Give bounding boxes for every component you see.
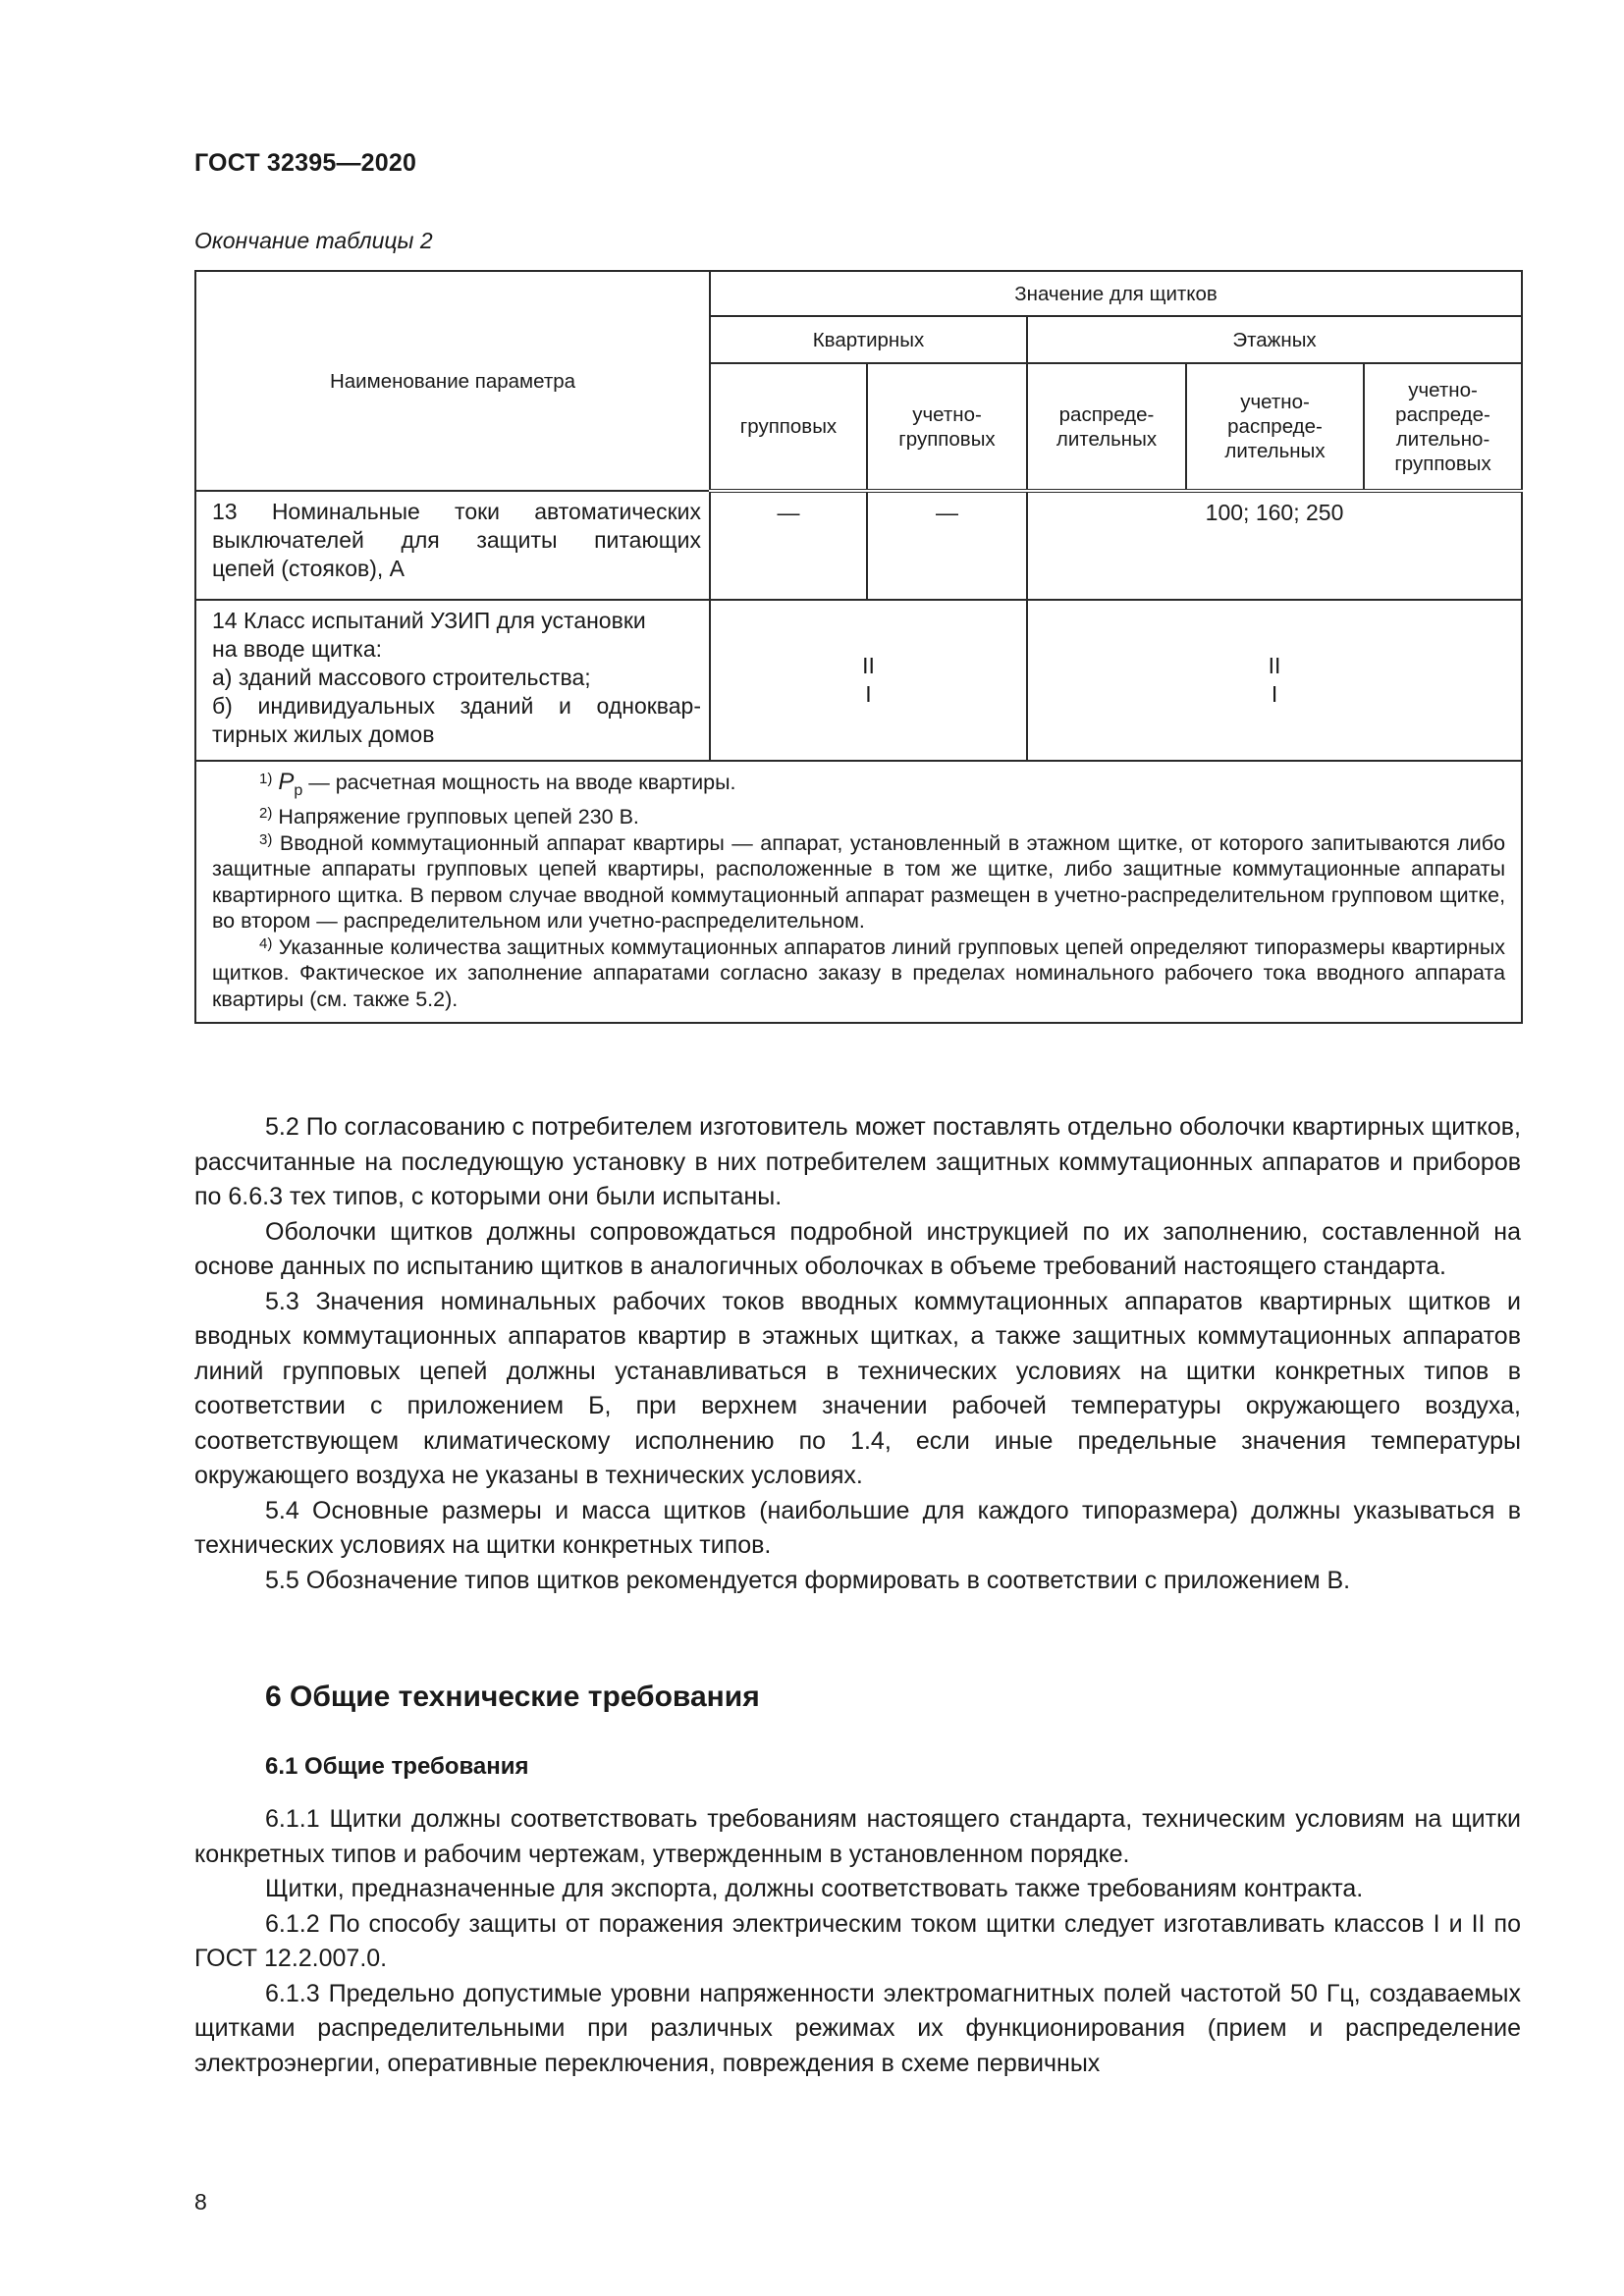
row-14-param: 14 Класс испытаний УЗИП для установки на вводе щитка: а) зданий массового строительства; б) индивидуальных зданий и одноквар- тирных жилых домов xyxy=(195,600,710,761)
note-3: $^{3)}$ Вводной коммутационный аппарат квартиры — аппарат, установленный в этажном щитке, от которого запитываются либо защитные аппараты групповых цепей квартиры, расположенные в том же щитке, либо защитные коммутационные аппараты квартирного щитка. В первом случае вводной коммутационный аппарат размещен в учетно-распределительном групповом щитке, во втором — распределительном или учетно-распределительном. xyxy=(212,830,1506,934)
row-14-apt-values: II I xyxy=(710,600,1027,761)
paragraph-6-1-1: 6.1.1 Щитки должны соответствовать требованиям настоящего стандарта, техническим условиям на щитки конкретных типов и рабочим чертежам, утвержденным в установленном порядке. xyxy=(194,1805,1521,1868)
paragraph-5-2-cont: Оболочки щитков должны сопровождаться подробной инструкцией по их заполнению, составленной на основе данных по испытанию щитков в аналогичных оболочках в объеме требований настоящего стандарта. xyxy=(194,1217,1521,1280)
parameters-table xyxy=(194,270,1523,1024)
floor-group-header: Этажных xyxy=(1027,316,1522,363)
row-13-floor-value: 100; 160; 250 xyxy=(1027,491,1522,600)
paragraph-6-1-3: 6.1.3 Предельно допустимые уровни напряженности электромагнитных полей частотой 50 Гц, создаваемых щитками распределительными при различных режимах их функционирования (прием и распределение электроэнергии, оперативные переключения, повреждения в схеме первичных xyxy=(194,1979,1521,2077)
paragraph-5-4: 5.4 Основные размеры и масса щитков (наибольшие для каждого типоразмера) должны указываться в технических условиях на щитки конкретных типов. xyxy=(194,1496,1521,1559)
col-metering-distribution-group-header: учетно- распреде- лительно- групповых xyxy=(1364,363,1522,491)
note-2: $^{2)}$ Напряжение групповых цепей 230 В. xyxy=(259,805,639,829)
page-number: 8 xyxy=(194,2189,207,2215)
paragraph-5-5: 5.5 Обозначение типов щитков рекомендуется формировать в соответствии с приложением В. xyxy=(265,1566,1351,1594)
row-13-param: 13 Номинальные токи автоматических выключателей для защиты питающих цепей (стояков), А xyxy=(195,491,710,600)
table-row xyxy=(195,600,1522,761)
paragraph-6-1-1-cont: Щитки, предназначенные для экспорта, должны соответствовать также требованиям контракта. xyxy=(265,1875,1364,1902)
paragraph-5-2: 5.2 По согласованию с потребителем изготовитель может поставлять отдельно оболочки квартирных щитков, рассчитанные на последующую установку в них потребителем защитных коммутационных аппаратов и приборов по 6.6.3 тех типов, с которыми они были испытаны. xyxy=(194,1113,1521,1210)
col-metering-distribution-header: учетно- распреде- лительных xyxy=(1186,363,1364,491)
param-name-header: Наименование параметра xyxy=(195,271,710,491)
row-13-apt-metering: — xyxy=(867,491,1027,600)
table-notes-row xyxy=(195,761,1522,1023)
table-caption: Окончание таблицы 2 xyxy=(194,228,433,253)
section-6-heading: 6 Общие технические требования xyxy=(265,1681,760,1713)
body-section-6 xyxy=(194,1802,1521,2081)
paragraph-6-1-2: 6.1.2 По способу защиты от поражения электрическим током щитки следует изготавливать классов I и II по ГОСТ 12.2.007.0. xyxy=(194,1909,1521,1972)
apartment-group-header: Квартирных xyxy=(710,316,1027,363)
col-metering-group-header: учетно- групповых xyxy=(867,363,1027,491)
row-14-floor-values: II I xyxy=(1027,600,1522,761)
subsection-6-1-heading: 6.1 Общие требования xyxy=(265,1753,529,1780)
col-distribution-header: распреде- лительных xyxy=(1027,363,1186,491)
paragraph-5-3: 5.3 Значения номинальных рабочих токов вводных коммутационных аппаратов квартирных щитков и вводных коммутационных аппаратов квартир в этажных щитках, а также защитных коммутационных аппаратов линий групповых цепей должны устанавливаться в технических условиях на щитки конкретных типов в соответствии с приложением Б, при верхнем значении рабочей температуры окружающего воздуха, соответствующем климатическому исполнению по 1.4, если иные предельные значения температуры окружающего воздуха не указаны в технических условиях. xyxy=(194,1287,1521,1489)
table-notes xyxy=(195,761,1522,1023)
note-1: $^{1)}$ $P_р$ — расчетная мощность на вводе квартиры. xyxy=(259,769,736,799)
body-section-5 xyxy=(194,1110,1521,1598)
value-header: Значение для щитков xyxy=(710,271,1522,316)
note-4: $^{4)}$ Указанные количества защитных коммутационных аппаратов линий групповых цепей определяют типоразмеры квартирных щитков. Фактическое их заполнение аппаратами согласно заказу в пределах номинального рабочего тока вводного аппарата квартиры (см. также 5.2). xyxy=(212,934,1506,1011)
row-13-apt-group: — xyxy=(710,491,867,600)
document-code-header: ГОСТ 32395—2020 xyxy=(194,149,417,177)
col-group-header: групповых xyxy=(710,363,867,491)
table-row xyxy=(195,491,1522,600)
